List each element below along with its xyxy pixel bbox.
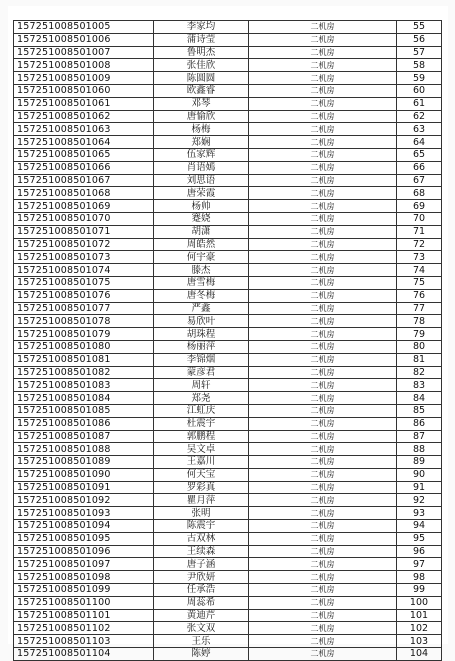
- cell-exam-id: 157251008501097: [14, 558, 154, 571]
- table-row: [14, 532, 442, 545]
- table-row: [14, 136, 442, 149]
- cell-room: 二机房: [249, 110, 397, 123]
- cell-seat-number: 61: [397, 97, 442, 110]
- cell-seat-number: 104: [397, 648, 442, 661]
- cell-student-name: 欧鑫睿: [154, 84, 249, 97]
- cell-room: 二机房: [249, 84, 397, 97]
- cell-room: 二机房: [249, 596, 397, 609]
- cell-exam-id: 157251008501067: [14, 174, 154, 187]
- cell-room: 二机房: [249, 340, 397, 353]
- table-row: [14, 648, 442, 661]
- cell-student-name: 古双林: [154, 532, 249, 545]
- cell-student-name: 周皓然: [154, 238, 249, 251]
- cell-student-name: 胡潇: [154, 225, 249, 238]
- cell-student-name: 杨梅: [154, 123, 249, 136]
- cell-room: 二机房: [249, 494, 397, 507]
- cell-student-name: 李家均: [154, 21, 249, 34]
- cell-room: 二机房: [249, 289, 397, 302]
- cell-room: 二机房: [249, 97, 397, 110]
- table-row: [14, 584, 442, 597]
- table-row: [14, 174, 442, 187]
- cell-exam-id: 157251008501101: [14, 609, 154, 622]
- cell-exam-id: 157251008501095: [14, 532, 154, 545]
- table-row: [14, 468, 442, 481]
- cell-seat-number: 92: [397, 494, 442, 507]
- table-row: [14, 315, 442, 328]
- table-row: [14, 110, 442, 123]
- cell-exam-id: 157251008501066: [14, 161, 154, 174]
- cell-exam-id: 157251008501071: [14, 225, 154, 238]
- table-row: [14, 59, 442, 72]
- cell-room: 二机房: [249, 635, 397, 648]
- cell-room: 二机房: [249, 148, 397, 161]
- cell-student-name: 周轩: [154, 379, 249, 392]
- cell-seat-number: 57: [397, 46, 442, 59]
- cell-seat-number: 55: [397, 21, 442, 34]
- cell-room: 二机房: [249, 123, 397, 136]
- table-row: [14, 430, 442, 443]
- cell-seat-number: 99: [397, 584, 442, 597]
- cell-exam-id: 157251008501077: [14, 302, 154, 315]
- cell-room: 二机房: [249, 366, 397, 379]
- table-row: [14, 238, 442, 251]
- cell-exam-id: 157251008501061: [14, 97, 154, 110]
- cell-seat-number: 103: [397, 635, 442, 648]
- cell-exam-id: 157251008501078: [14, 315, 154, 328]
- cell-seat-number: 71: [397, 225, 442, 238]
- cell-student-name: 黄迪芹: [154, 609, 249, 622]
- cell-room: 二机房: [249, 468, 397, 481]
- cell-student-name: 唐愉欣: [154, 110, 249, 123]
- cell-student-name: 江虹庆: [154, 404, 249, 417]
- table-row: [14, 443, 442, 456]
- cell-room: 二机房: [249, 315, 397, 328]
- cell-exam-id: 157251008501060: [14, 84, 154, 97]
- cell-student-name: 胡珠程: [154, 328, 249, 341]
- cell-student-name: 陈圆圆: [154, 72, 249, 85]
- cell-seat-number: 72: [397, 238, 442, 251]
- cell-seat-number: 83: [397, 379, 442, 392]
- cell-student-name: 滕杰: [154, 264, 249, 277]
- cell-seat-number: 84: [397, 392, 442, 405]
- cell-exam-id: 157251008501087: [14, 430, 154, 443]
- cell-exam-id: 157251008501062: [14, 110, 154, 123]
- table-row: [14, 609, 442, 622]
- cell-student-name: 郑尧: [154, 392, 249, 405]
- table-row: [14, 392, 442, 405]
- cell-exam-id: 157251008501007: [14, 46, 154, 59]
- exam-seating-table: [13, 20, 442, 661]
- cell-room: 二机房: [249, 72, 397, 85]
- cell-seat-number: 95: [397, 532, 442, 545]
- cell-exam-id: 157251008501083: [14, 379, 154, 392]
- cell-exam-id: 157251008501091: [14, 481, 154, 494]
- cell-seat-number: 89: [397, 456, 442, 469]
- cell-exam-id: 157251008501093: [14, 507, 154, 520]
- cell-seat-number: 56: [397, 33, 442, 46]
- cell-student-name: 张文双: [154, 622, 249, 635]
- table-row: [14, 161, 442, 174]
- cell-seat-number: 68: [397, 187, 442, 200]
- cell-room: 二机房: [249, 430, 397, 443]
- cell-seat-number: 91: [397, 481, 442, 494]
- cell-seat-number: 79: [397, 328, 442, 341]
- table-row: [14, 635, 442, 648]
- cell-room: 二机房: [249, 238, 397, 251]
- cell-room: 二机房: [249, 174, 397, 187]
- cell-student-name: 何天宝: [154, 468, 249, 481]
- cell-student-name: 蹇娆: [154, 212, 249, 225]
- cell-room: 二机房: [249, 161, 397, 174]
- cell-exam-id: 157251008501065: [14, 148, 154, 161]
- document-page: [8, 6, 448, 660]
- cell-room: 二机房: [249, 622, 397, 635]
- cell-room: 二机房: [249, 456, 397, 469]
- cell-exam-id: 157251008501098: [14, 571, 154, 584]
- cell-exam-id: 157251008501073: [14, 251, 154, 264]
- cell-exam-id: 157251008501076: [14, 289, 154, 302]
- cell-seat-number: 87: [397, 430, 442, 443]
- table-row: [14, 366, 442, 379]
- cell-exam-id: 157251008501075: [14, 276, 154, 289]
- cell-exam-id: 157251008501008: [14, 59, 154, 72]
- cell-exam-id: 157251008501102: [14, 622, 154, 635]
- cell-room: 二机房: [249, 353, 397, 366]
- cell-seat-number: 63: [397, 123, 442, 136]
- cell-room: 二机房: [249, 328, 397, 341]
- cell-student-name: 瞿月萍: [154, 494, 249, 507]
- cell-student-name: 郭鹏程: [154, 430, 249, 443]
- table-row: [14, 97, 442, 110]
- cell-student-name: 郑娴: [154, 136, 249, 149]
- cell-student-name: 杨丽萍: [154, 340, 249, 353]
- cell-seat-number: 67: [397, 174, 442, 187]
- cell-seat-number: 62: [397, 110, 442, 123]
- cell-room: 二机房: [249, 443, 397, 456]
- cell-room: 二机房: [249, 417, 397, 430]
- cell-student-name: 吴文卓: [154, 443, 249, 456]
- cell-exam-id: 157251008501064: [14, 136, 154, 149]
- table-row: [14, 596, 442, 609]
- cell-seat-number: 102: [397, 622, 442, 635]
- cell-seat-number: 59: [397, 72, 442, 85]
- cell-seat-number: 88: [397, 443, 442, 456]
- cell-room: 二机房: [249, 276, 397, 289]
- cell-student-name: 王嘉川: [154, 456, 249, 469]
- table-row: [14, 456, 442, 469]
- cell-room: 二机房: [249, 212, 397, 225]
- cell-exam-id: 157251008501099: [14, 584, 154, 597]
- cell-room: 二机房: [249, 532, 397, 545]
- table-body: [14, 21, 442, 661]
- table-row: [14, 379, 442, 392]
- cell-student-name: 任承浩: [154, 584, 249, 597]
- cell-exam-id: 157251008501094: [14, 520, 154, 533]
- cell-exam-id: 157251008501100: [14, 596, 154, 609]
- cell-exam-id: 157251008501074: [14, 264, 154, 277]
- table-row: [14, 264, 442, 277]
- cell-student-name: 邓琴: [154, 97, 249, 110]
- cell-student-name: 罗彩真: [154, 481, 249, 494]
- cell-room: 二机房: [249, 33, 397, 46]
- table-row: [14, 520, 442, 533]
- cell-student-name: 伍家辉: [154, 148, 249, 161]
- cell-seat-number: 100: [397, 596, 442, 609]
- table-row: [14, 404, 442, 417]
- cell-student-name: 易欣叶: [154, 315, 249, 328]
- cell-seat-number: 93: [397, 507, 442, 520]
- cell-exam-id: 157251008501103: [14, 635, 154, 648]
- cell-seat-number: 81: [397, 353, 442, 366]
- cell-seat-number: 74: [397, 264, 442, 277]
- cell-exam-id: 157251008501084: [14, 392, 154, 405]
- table-row: [14, 123, 442, 136]
- table-row: [14, 148, 442, 161]
- cell-room: 二机房: [249, 609, 397, 622]
- cell-seat-number: 69: [397, 200, 442, 213]
- cell-student-name: 陈震宇: [154, 520, 249, 533]
- cell-seat-number: 94: [397, 520, 442, 533]
- cell-seat-number: 75: [397, 276, 442, 289]
- cell-exam-id: 157251008501070: [14, 212, 154, 225]
- cell-student-name: 杨帅: [154, 200, 249, 213]
- table-row: [14, 46, 442, 59]
- cell-room: 二机房: [249, 302, 397, 315]
- cell-student-name: 何宇豪: [154, 251, 249, 264]
- cell-room: 二机房: [249, 136, 397, 149]
- table-row: [14, 212, 442, 225]
- cell-student-name: 肖语嫣: [154, 161, 249, 174]
- cell-student-name: 鲁明杰: [154, 46, 249, 59]
- cell-room: 二机房: [249, 648, 397, 661]
- table-row: [14, 481, 442, 494]
- cell-room: 二机房: [249, 558, 397, 571]
- cell-room: 二机房: [249, 571, 397, 584]
- cell-seat-number: 96: [397, 545, 442, 558]
- cell-student-name: 王乐: [154, 635, 249, 648]
- table-row: [14, 507, 442, 520]
- cell-student-name: 唐雪梅: [154, 276, 249, 289]
- cell-student-name: 蒲诗莹: [154, 33, 249, 46]
- cell-seat-number: 60: [397, 84, 442, 97]
- cell-room: 二机房: [249, 21, 397, 34]
- cell-student-name: 唐冬梅: [154, 289, 249, 302]
- table-row: [14, 353, 442, 366]
- cell-exam-id: 157251008501090: [14, 468, 154, 481]
- table-row: [14, 72, 442, 85]
- cell-exam-id: 157251008501088: [14, 443, 154, 456]
- cell-exam-id: 157251008501009: [14, 72, 154, 85]
- cell-room: 二机房: [249, 200, 397, 213]
- cell-room: 二机房: [249, 481, 397, 494]
- table-row: [14, 21, 442, 34]
- cell-seat-number: 82: [397, 366, 442, 379]
- cell-student-name: 张佳欣: [154, 59, 249, 72]
- cell-room: 二机房: [249, 187, 397, 200]
- table-row: [14, 417, 442, 430]
- cell-exam-id: 157251008501096: [14, 545, 154, 558]
- cell-exam-id: 157251008501089: [14, 456, 154, 469]
- table-row: [14, 302, 442, 315]
- cell-student-name: 张明: [154, 507, 249, 520]
- cell-seat-number: 80: [397, 340, 442, 353]
- table-row: [14, 251, 442, 264]
- cell-room: 二机房: [249, 379, 397, 392]
- cell-student-name: 刘思语: [154, 174, 249, 187]
- cell-student-name: 李锦烟: [154, 353, 249, 366]
- cell-seat-number: 85: [397, 404, 442, 417]
- cell-student-name: 蒙彦君: [154, 366, 249, 379]
- cell-student-name: 唐子涵: [154, 558, 249, 571]
- cell-seat-number: 58: [397, 59, 442, 72]
- cell-seat-number: 73: [397, 251, 442, 264]
- cell-seat-number: 77: [397, 302, 442, 315]
- cell-exam-id: 157251008501006: [14, 33, 154, 46]
- cell-exam-id: 157251008501005: [14, 21, 154, 34]
- table-row: [14, 84, 442, 97]
- cell-room: 二机房: [249, 545, 397, 558]
- cell-seat-number: 98: [397, 571, 442, 584]
- cell-student-name: 杜震宇: [154, 417, 249, 430]
- cell-student-name: 唐荣霞: [154, 187, 249, 200]
- cell-room: 二机房: [249, 46, 397, 59]
- table-row: [14, 494, 442, 507]
- table-row: [14, 187, 442, 200]
- cell-student-name: 周蕊希: [154, 596, 249, 609]
- table-row: [14, 200, 442, 213]
- cell-exam-id: 157251008501068: [14, 187, 154, 200]
- cell-seat-number: 78: [397, 315, 442, 328]
- table-row: [14, 622, 442, 635]
- cell-exam-id: 157251008501085: [14, 404, 154, 417]
- cell-student-name: 王续森: [154, 545, 249, 558]
- table-row: [14, 33, 442, 46]
- table-row: [14, 225, 442, 238]
- cell-exam-id: 157251008501086: [14, 417, 154, 430]
- cell-exam-id: 157251008501081: [14, 353, 154, 366]
- cell-seat-number: 90: [397, 468, 442, 481]
- cell-seat-number: 101: [397, 609, 442, 622]
- cell-student-name: 严鑫: [154, 302, 249, 315]
- cell-seat-number: 66: [397, 161, 442, 174]
- table-row: [14, 289, 442, 302]
- cell-exam-id: 157251008501079: [14, 328, 154, 341]
- cell-room: 二机房: [249, 251, 397, 264]
- table-row: [14, 276, 442, 289]
- cell-room: 二机房: [249, 520, 397, 533]
- cell-room: 二机房: [249, 264, 397, 277]
- cell-seat-number: 65: [397, 148, 442, 161]
- cell-seat-number: 64: [397, 136, 442, 149]
- cell-room: 二机房: [249, 507, 397, 520]
- cell-student-name: 尹欣妍: [154, 571, 249, 584]
- cell-exam-id: 157251008501063: [14, 123, 154, 136]
- table-row: [14, 558, 442, 571]
- cell-exam-id: 157251008501080: [14, 340, 154, 353]
- cell-exam-id: 157251008501092: [14, 494, 154, 507]
- table-row: [14, 545, 442, 558]
- cell-room: 二机房: [249, 225, 397, 238]
- cell-seat-number: 70: [397, 212, 442, 225]
- cell-seat-number: 86: [397, 417, 442, 430]
- table-row: [14, 328, 442, 341]
- cell-room: 二机房: [249, 59, 397, 72]
- table-row: [14, 571, 442, 584]
- cell-student-name: 陈婷: [154, 648, 249, 661]
- cell-seat-number: 97: [397, 558, 442, 571]
- cell-exam-id: 157251008501104: [14, 648, 154, 661]
- cell-room: 二机房: [249, 584, 397, 597]
- cell-seat-number: 76: [397, 289, 442, 302]
- cell-exam-id: 157251008501082: [14, 366, 154, 379]
- cell-room: 二机房: [249, 392, 397, 405]
- cell-exam-id: 157251008501072: [14, 238, 154, 251]
- table-row: [14, 340, 442, 353]
- cell-exam-id: 157251008501069: [14, 200, 154, 213]
- cell-room: 二机房: [249, 404, 397, 417]
